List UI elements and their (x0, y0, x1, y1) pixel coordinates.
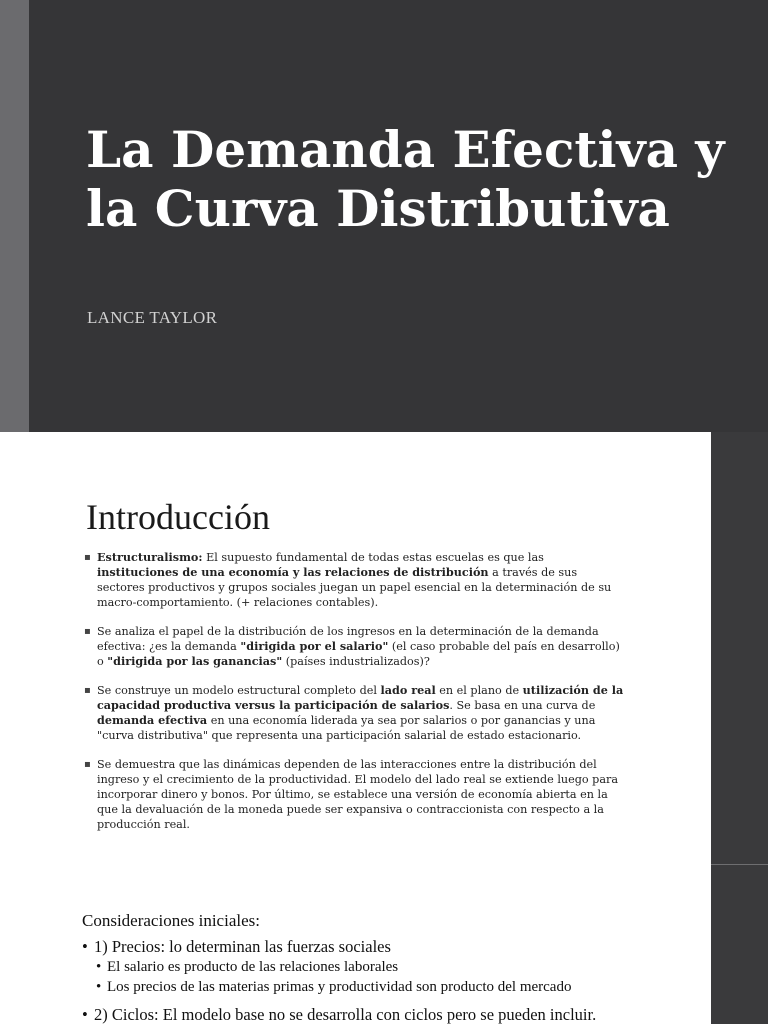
bold-text: lado real (380, 683, 436, 697)
consideration-item (82, 1004, 702, 1024)
bold-text: instituciones de una economía y las relaciones de distribución (97, 565, 489, 579)
considerations-title: Consideraciones iniciales: (82, 911, 260, 930)
body-text: a través de sus sectores productivos y grupos sociales juegan un papel esencial en la determinación de su macro-comportamiento. (+ relaciones contables). (97, 566, 612, 609)
bold-text: utilización de la capacidad productiva versus la participación de salarios (97, 683, 624, 712)
bullet-item (84, 757, 624, 832)
author-name: LANCE TAYLOR (87, 308, 218, 327)
body-text: . Se basa en una curva de (449, 699, 596, 712)
bold-text: demanda efectiva (97, 713, 208, 727)
consideration-text: 1) Precios: lo determinan las fuerzas sociales (94, 937, 391, 956)
bullet-icon: • (82, 937, 88, 956)
consideration-item (82, 936, 702, 957)
bullet-icon: ▪ (84, 626, 91, 637)
bold-text: Estructuralismo: (97, 550, 203, 564)
bullet-item (84, 624, 624, 669)
bold-text: "dirigida por las ganancias" (107, 654, 283, 668)
bullet-icon: • (82, 1005, 88, 1024)
bullet-icon: • (96, 959, 102, 975)
background-gutter (711, 432, 768, 1024)
body-text: El supuesto fundamental de todas estas escuelas es que las (202, 551, 544, 564)
body-text: Se construye un modelo estructural completo del (97, 684, 381, 697)
consideration-subtext: El salario es producto de las relaciones laborales (107, 959, 399, 975)
slide-heading: Introducción (86, 497, 270, 537)
bullet-list (84, 550, 624, 846)
presentation-title: La Demanda Efectiva y la Curva Distributiva (86, 120, 725, 238)
content-slide (0, 432, 711, 1024)
bullet-icon: ▪ (84, 552, 91, 563)
consideration-subtext: Los precios de las materias primas y productividad son producto del mercado (107, 979, 572, 995)
accent-bar (0, 0, 29, 432)
considerations-section (82, 910, 702, 1024)
bold-text: "dirigida por el salario" (240, 639, 389, 653)
body-text: en el plano de (435, 684, 523, 697)
bullet-item (84, 550, 624, 610)
consideration-subitem (82, 977, 702, 997)
bullet-icon: • (96, 979, 102, 995)
bullet-icon: ▪ (84, 759, 91, 770)
divider-line (711, 864, 768, 865)
body-text: Se demuestra que las dinámicas dependen de las interacciones entre la distribución del ingreso y el crecimiento de la productividad. El modelo del lado real se extiende luego para incorporar dinero y bonos. Por último, se establece una versión de economía abierta en la que la devaluación de la moneda puede ser expansiva o contraccionista con respecto a la producción real. (97, 758, 619, 831)
title-slide (0, 0, 768, 432)
consideration-text: 2) Ciclos: El modelo base no se desarrolla con ciclos pero se pueden incluir. (94, 1005, 597, 1024)
body-text: (países industrializados)? (282, 655, 430, 668)
body-text: en una economía liderada ya sea por salarios o por ganancias y una "curva distributiva" que representa una participación salarial de estado estacionario. (97, 714, 596, 742)
bullet-item (84, 683, 624, 743)
bullet-icon: ▪ (84, 685, 91, 696)
body-text: (el caso probable del país en desarrollo) o (97, 640, 620, 668)
body-text: Se analiza el papel de la distribución de los ingresos en la determinación de la demanda efectiva: ¿es la demanda (97, 625, 599, 653)
consideration-subitem (82, 957, 702, 977)
